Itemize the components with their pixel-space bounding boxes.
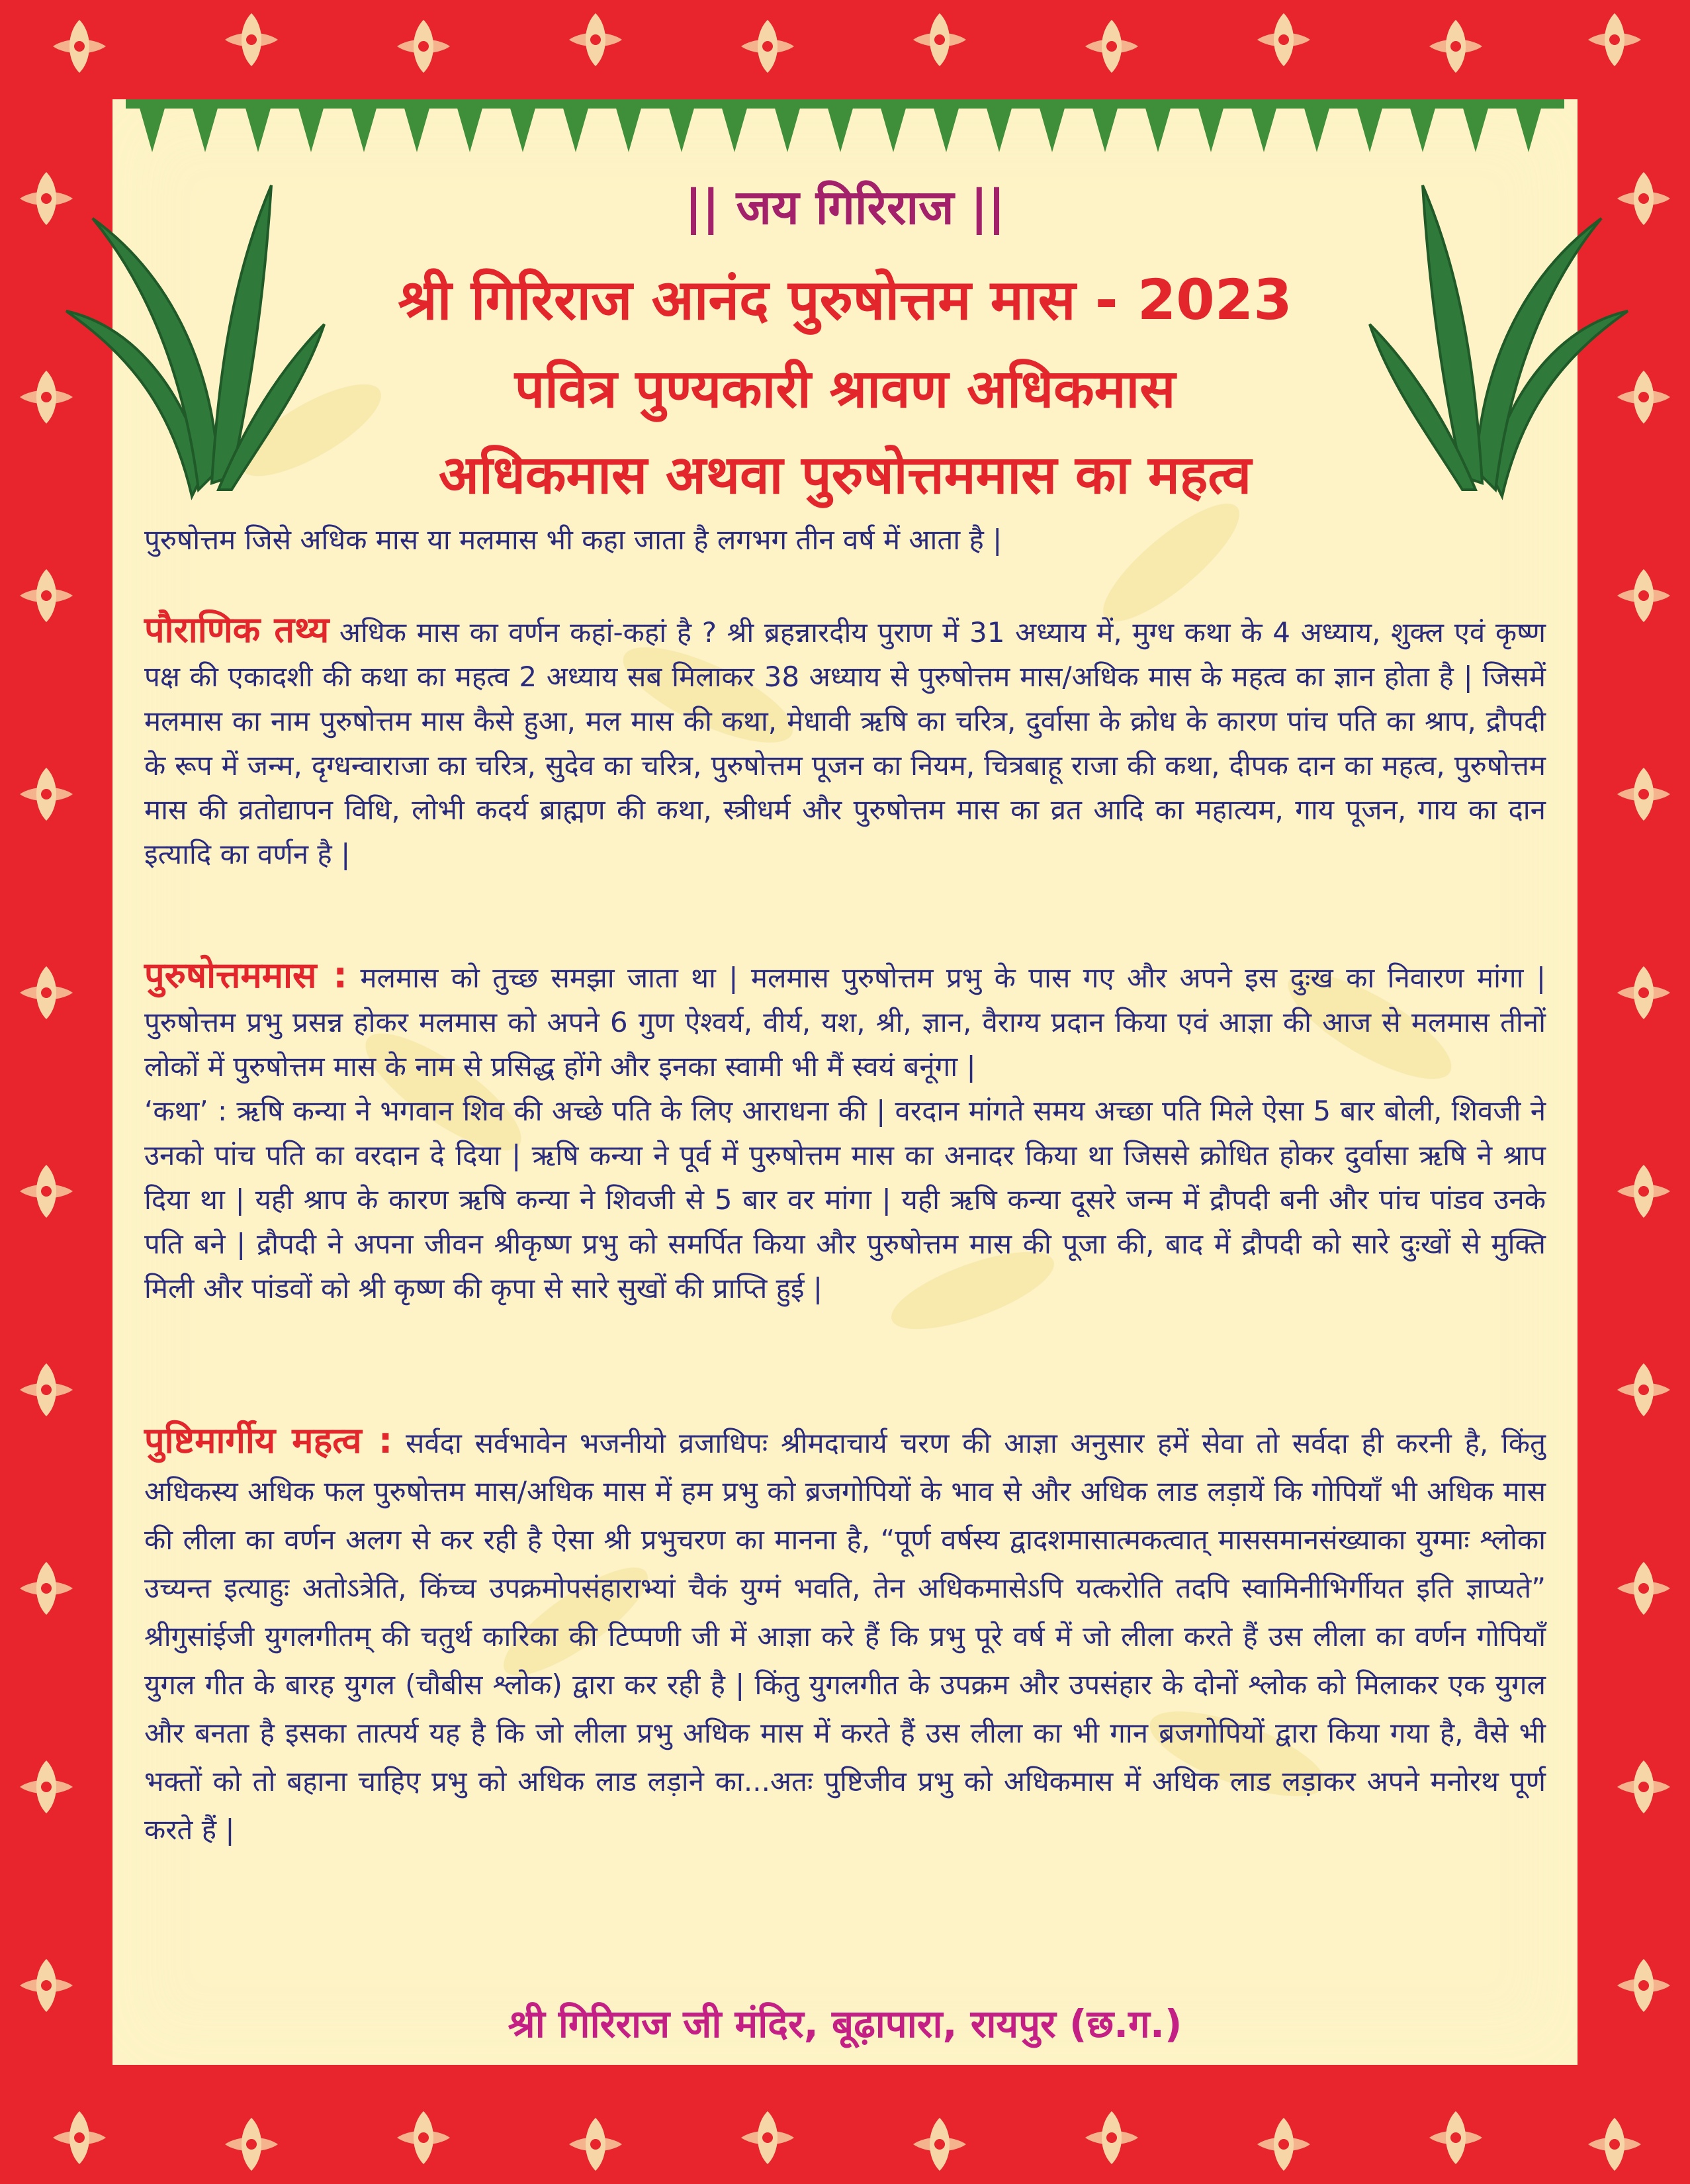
- purushottam-heading: पुरुषोत्तममास :: [144, 954, 347, 996]
- purushottam-section: [144, 953, 1546, 1310]
- section-title: अधिकमास अथवा पुरुषोत्तममास का महत्व: [438, 444, 1252, 506]
- invocation-title: || जय गिरिराज ||: [684, 179, 1006, 235]
- mango-leaf-toran-icon: [126, 99, 1564, 159]
- katha-paragraph: ‘कथा’ : ऋषि कन्या ने भगवान शिव की अच्छे पति के लिए आराधना की | वरदान मांगते समय अच्छा पति मिले ऐसा 5 बार बोली, शिवजी ने उनको पांच पति का वरदान दे दिया | ऋषि कन्या ने पूर्व में पुरुषोत्तम मास का अनादर किया था जिससे क्रोधित होकर दुर्वासा ऋषि ने श्राप दिया था | यही श्राप के कारण ऋषि कन्या ने शिवजी से 5 बार वर मांगा | यही ऋषि कन्या दूसरे जन्म में द्रौपदी बनी और पांच पांडव उनके पति बने | द्रौपदी ने अपना जीवन श्रीकृष्ण प्रभु को समर्पित किया और पुरुषोत्तम मास की पूजा की, बाद में द्रौपदी को सारे दुःखों से मुक्ति मिली और पांडवों को श्री कृष्ण की कृपा से सारे सुखों की प्राप्ति हुई |: [144, 1095, 1546, 1304]
- subtitle: पवित्र पुण्यकारी श्रावण अधिकमास: [514, 358, 1176, 420]
- temple-address: श्री गिरिराज जी मंदिर, बूढ़ापारा, रायपुर (छ.ग.): [508, 2001, 1182, 2046]
- pushtimarg-section: [144, 1416, 1546, 1854]
- pushtimarg-text: सर्वदा सर्वभावेन भजनीयो व्रजाधिपः श्रीमदाचार्य चरण की आज्ञा अनुसार हमें सेवा तो सर्वदा ही करनी है, किंतु अधिकस्य अधिक फल पुरुषोत्तम मास/अधिक मास में हम प्रभु को ब्रजगोपियों के भाव से और अधिक लाड लड़ायें कि गोपियाँ भी अधिक मास की लीला का वर्णन अलग से कर रही है ऐसा श्री प्रभुचरण का मानना है, “पूर्ण वर्षस्य द्वादशमासात्मकत्वात् माससमानसंख्याका युग्माः श्लोका उच्यन्त इत्याहुः अतोऽत्रेति, किंच्च उपक्रमोपसंहाराभ्यां चैकं युग्मं भवति, तेन अधिकमासेऽपि यत्करोति तदपि स्वामिनीभिर्गीयत इति ज्ञाप्यते” श्रीगुसांईजी युगलगीतम् की चतुर्थ कारिका की टिप्पणी जी में आज्ञा करे हैं कि प्रभु पूरे वर्ष में जो लीला करते हैं उस लीला का वर्णन गोपियाँ युगल गीत के बारह युगल (चौबीस श्लोक) द्वारा कर रही है | किंतु युगलगीत के उपक्रम और उपसंहार के दोनों श्लोक को मिलाकर एक युगल और बनता है इसका तात्पर्य यह है कि जो लीला प्रभु अधिक मास में करते हैं उस लीला का भी गान ब्रजगोपियों द्वारा किया गया है, वैसे भी भक्तों को तो बहाना चाहिए प्रभु को अधिक लाड लड़ाने का...अतः पुष्टिजीव प्रभु को अधिकमास में अधिक लाड लड़ाकर अपने मनोरथ पूर्ण करते हैं |: [144, 1427, 1546, 1846]
- main-title: श्री गिरिराज आनंद पुरुषोत्तम मास - 2023: [398, 267, 1292, 332]
- pauranik-heading: पौराणिक तथ्य: [144, 609, 330, 651]
- pushtimarg-heading: पुष्टिमार्गीय महत्व :: [144, 1420, 393, 1461]
- purushottam-text: मलमास को तुच्छ समझा जाता था | मलमास पुरुषोत्तम प्रभु के पास गए और अपने इस दुःख का निवारण मांगा | पुरुषोत्तम प्रभु प्रसन्न होकर मलमास को अपने 6 गुण ऐश्वर्य, वीर्य, यश, श्री, ज्ञान, वैराग्य प्रदान किया एवं आज्ञा की आज से मलमास तीनों लोकों में पुरुषोत्तम मास के नाम से प्रसिद्ध होंगे और इनका स्वामी भी मैं स्वयं बनूंगा |: [144, 962, 1546, 1083]
- pauranik-text: अधिक मास का वर्णन कहां-कहां है ? श्री ब्रहन्नारदीय पुराण में 31 अध्याय में, मुग्ध कथा के 4 अध्याय, शुक्ल एवं कृष्ण पक्ष की एकादशी की कथा का महत्व 2 अध्याय सब मिलाकर 38 अध्याय से पुरुषोत्तम मास/अधिक मास के महत्व का ज्ञान होता है | जिसमें मलमास का नाम पुरुषोत्तम मास कैसे हुआ, मल मास की कथा, मेधावी ऋषि का चरित्र, दुर्वासा के क्रोध के कारण पांच पति का श्राप, द्रौपदी के रूप में जन्म, दृग्धन्वाराजा का चरित्र, सुदेव का चरित्र, पुरुषोत्तम पूजन का नियम, चित्रबाहू राजा की कथा, दीपक दान का महत्व, पुरुषोत्तम मास की व्रतोद्यापन विधि, लोभी कदर्य ब्राह्मण की कथा, स्त्रीधर्म और पुरुषोत्तम मास का व्रत आदि का महात्यम, गाय पूजन, गाय का दान इत्यादि का वर्णन है |: [144, 616, 1546, 870]
- intro-paragraph: पुरुषोत्तम जिसे अधिक मास या मलमास भी कहा जाता है लगभग तीन वर्ष में आता है |: [144, 523, 1002, 556]
- pauranik-section: [144, 608, 1546, 876]
